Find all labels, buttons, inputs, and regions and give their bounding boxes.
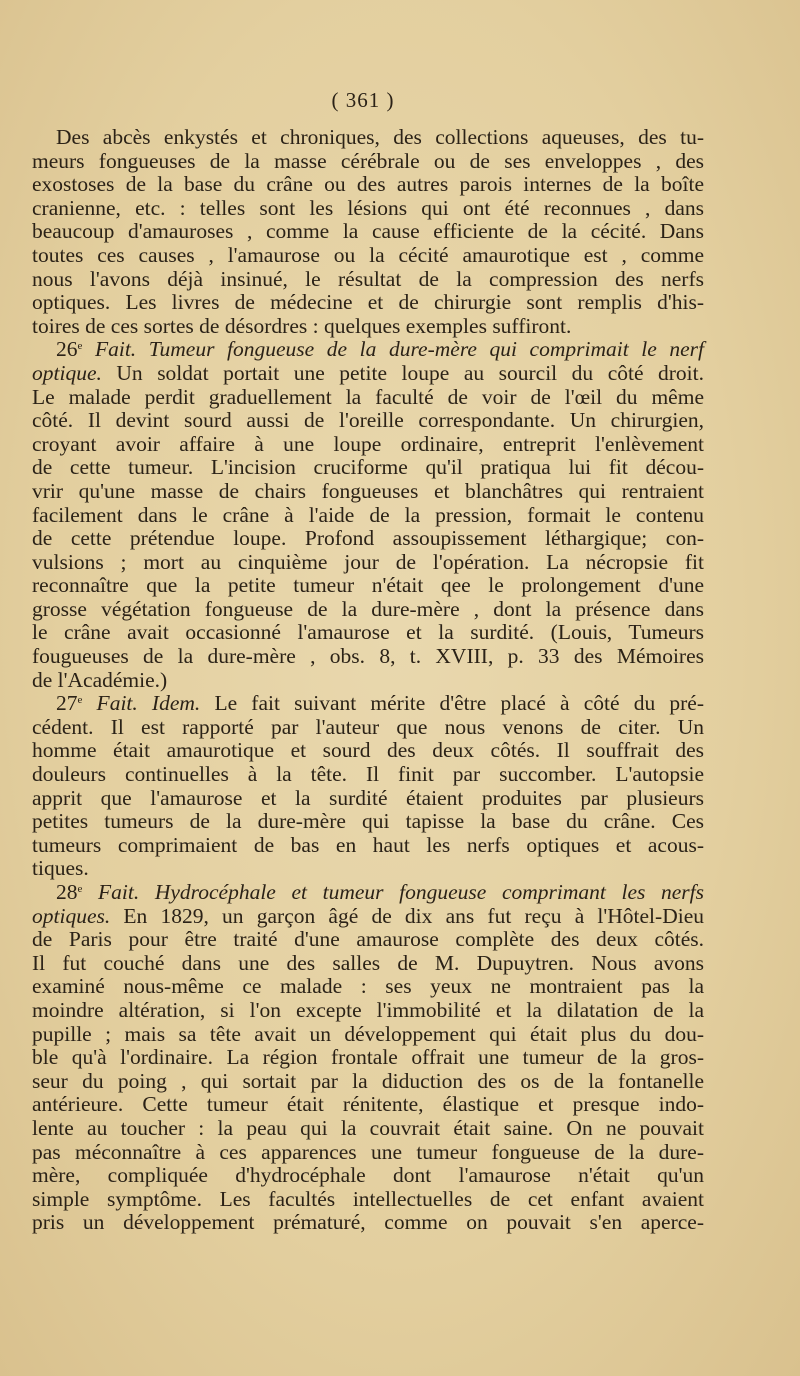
- text-line: [32, 621, 704, 645]
- text-line: [32, 527, 704, 551]
- line-text: côté. Il devint sourd aussi de l'oreille correspondante. Un chirurgien,: [32, 408, 704, 433]
- text-line: [32, 480, 704, 504]
- line-text: pris un développement prématuré, comme on pouvait s'en aperce-: [32, 1210, 704, 1235]
- line-text: toutes ces causes , l'amaurose ou la cécité amaurotique est , comme: [32, 242, 704, 267]
- ordinal-suffix: e: [77, 340, 83, 353]
- text-line: [32, 763, 704, 787]
- text-line: [32, 834, 704, 858]
- line-text: exostoses de la base du crâne ou des autres parois internes de la boîte: [32, 172, 704, 197]
- text-line: [32, 716, 704, 740]
- line-text: Le fait suivant mérite d'être placé à côté du pré-: [200, 691, 704, 716]
- line-text: meurs fongueuses de la masse cérébrale ou de ses enveloppes , des: [32, 148, 704, 173]
- text-line: [32, 999, 704, 1023]
- italic-heading-text: optique.: [32, 360, 102, 385]
- italic-heading-text: Fait. Hydrocéphale et tumeur fongueuse comprimant les nerfs: [82, 880, 704, 904]
- text-line: [32, 692, 704, 716]
- text-line: [32, 574, 704, 598]
- line-text: de Paris pour être traité d'une amaurose complète des deux côtés.: [32, 927, 704, 952]
- text-line: [32, 1093, 704, 1117]
- case-number: 28: [56, 880, 78, 904]
- text-line: [32, 126, 704, 150]
- line-text: tiques.: [32, 856, 89, 881]
- line-text: petites tumeurs de la dure-mère qui tapisse la base du crâne. Ces: [32, 809, 704, 834]
- text-line: [32, 645, 704, 669]
- text-line: [32, 173, 704, 197]
- line-text: croyant avoir affaire à une loupe ordinaire, entreprit l'enlèvement: [32, 431, 704, 456]
- line-text: Des abcès enkystés et chroniques, des collections aqueuses, des tu-: [56, 125, 704, 149]
- line-text: Il fut couché dans une des salles de M. Dupuytren. Nous avons: [32, 950, 704, 975]
- text-line: [32, 409, 704, 433]
- text-line: [32, 952, 704, 976]
- line-text: fougueuses de la dure-mère , obs. 8, t. XVIII, p. 33 des Mémoires: [32, 644, 704, 669]
- line-text: de cette tumeur. L'incision cruciforme qu'il pratiqua lui fit décou-: [32, 455, 704, 480]
- line-text: facilement dans le crâne à l'aide de la pression, formait le contenu: [32, 502, 704, 527]
- text-line: [32, 315, 704, 339]
- text-line: [32, 881, 704, 905]
- page-number: ( 361 ): [331, 88, 395, 112]
- text-line: [32, 1070, 704, 1094]
- line-text: de cette prétendue loupe. Profond assoupissement léthargique; con-: [32, 526, 704, 551]
- text-line: [32, 197, 704, 221]
- text-line: [32, 150, 704, 174]
- text-line: [32, 1211, 704, 1235]
- line-text: examiné nous-même ce malade : ses yeux ne montraient pas la: [32, 974, 704, 999]
- text-line: [32, 338, 704, 362]
- line-text: de l'Académie.): [32, 667, 168, 692]
- text-line: [32, 857, 704, 881]
- text-line: [32, 1023, 704, 1047]
- text-line: [32, 905, 704, 929]
- line-text: reconnaître que la petite tumeur n'était qee le prolongement d'une: [32, 573, 704, 598]
- text-line: [32, 433, 704, 457]
- italic-heading-text: Fait. Tumeur fongueuse de la dure-mère qui comprimait le nerf: [82, 337, 704, 362]
- line-text: ble qu'à l'ordinaire. La région frontale offrait une tumeur de la gros-: [32, 1045, 704, 1070]
- ordinal-suffix: e: [77, 883, 83, 895]
- text-line: [32, 1141, 704, 1165]
- text-line: [32, 928, 704, 952]
- body-text: [32, 126, 704, 1235]
- line-text: vrir qu'une masse de chairs fongueuses et blanchâtres qui rentraient: [32, 478, 704, 503]
- text-line: [32, 669, 704, 693]
- line-text: apprit que l'amaurose et la surdité étaient produites par plusieurs: [32, 785, 704, 810]
- line-text: homme était amaurotique et sourd des deux côtés. Il souffrait des: [32, 738, 704, 763]
- line-text: moindre altération, si l'on excepte l'immobilité et la dilatation de la: [32, 997, 704, 1022]
- text-line: [32, 1117, 704, 1141]
- line-text: En 1829, un garçon âgé de dix ans fut reçu à l'Hôtel-Dieu: [110, 903, 704, 928]
- line-text: simple symptôme. Les facultés intellectuelles de cet enfant avaient: [32, 1186, 704, 1211]
- line-text: vulsions ; mort au cinquième jour de l'opération. La nécropsie fit: [32, 549, 704, 574]
- text-line: [32, 598, 704, 622]
- line-text: seur du poing , qui sortait par la diduction des os de la fontanelle: [32, 1068, 704, 1093]
- line-text: nous l'avons déjà insinué, le résultat de la compression des nerfs: [32, 266, 704, 291]
- line-text: Le malade perdit graduellement la faculté de voir de l'œil du même: [32, 384, 704, 409]
- text-line: [32, 386, 704, 410]
- text-line: [32, 244, 704, 268]
- line-text: beaucoup d'amauroses , comme la cause efficiente de la cécité. Dans: [32, 219, 704, 244]
- text-line: [32, 551, 704, 575]
- text-line: [32, 1164, 704, 1188]
- ordinal-suffix: e: [77, 694, 83, 707]
- line-text: pupille ; mais sa tête avait un développement qui était plus du dou-: [32, 1021, 704, 1046]
- line-text: toires de ces sortes de désordres : quelques exemples suffiront.: [32, 313, 572, 338]
- case-number: 26: [56, 337, 78, 362]
- text-line: [32, 268, 704, 292]
- text-line: [32, 975, 704, 999]
- line-text: lente au toucher : la peau qui la couvrait était saine. On ne pouvait: [32, 1115, 704, 1140]
- line-text: antérieure. Cette tumeur était rénitente, élastique et presque indo-: [32, 1092, 704, 1117]
- text-line: [32, 1046, 704, 1070]
- text-line: [32, 810, 704, 834]
- line-text: grosse végétation fongueuse de la dure-mère , dont la présence dans: [32, 596, 704, 621]
- line-text: optiques. Les livres de médecine et de chirurgie sont remplis d'his-: [32, 290, 704, 315]
- line-text: cédent. Il est rapporté par l'auteur que nous venons de citer. Un: [32, 714, 704, 739]
- text-line: [32, 739, 704, 763]
- text-line: [32, 291, 704, 315]
- line-text: cranienne, etc. : telles sont les lésions qui ont été reconnues , dans: [32, 195, 704, 220]
- line-text: Un soldat portait une petite loupe au sourcil du côté droit.: [101, 360, 704, 385]
- text-line: [32, 362, 704, 386]
- text-line: [32, 787, 704, 811]
- line-text: douleurs continuelles à la tête. Il finit par succomber. L'autopsie: [32, 762, 704, 787]
- text-line: [32, 1188, 704, 1212]
- text-line: [32, 456, 704, 480]
- italic-heading-text: optiques.: [32, 903, 111, 928]
- case-number: 27: [56, 691, 78, 716]
- italic-heading-text: Fait. Idem.: [82, 691, 201, 716]
- text-line: [32, 504, 704, 528]
- line-text: pas méconnaître à ces apparences une tumeur fongueuse de la dure-: [32, 1139, 704, 1164]
- line-text: tumeurs comprimaient de bas en haut les nerfs optiques et acous-: [32, 832, 704, 857]
- line-text: le crâne avait occasionné l'amaurose et la surdité. (Louis, Tumeurs: [32, 620, 704, 645]
- line-text: mère, compliquée d'hydrocéphale dont l'amaurose n'était qu'un: [32, 1163, 704, 1188]
- text-line: [32, 220, 704, 244]
